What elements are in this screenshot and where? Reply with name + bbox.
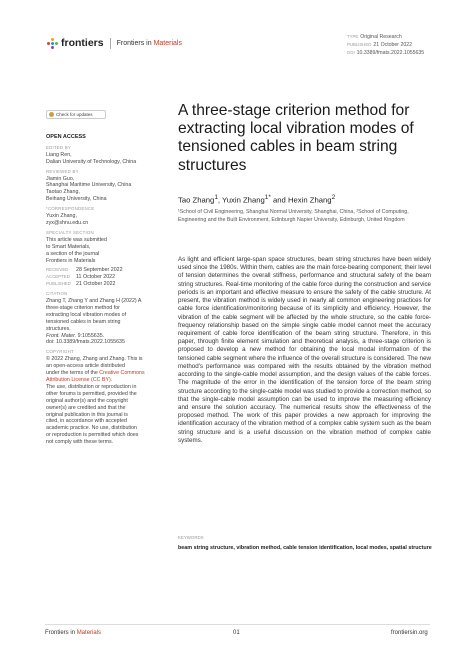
copyright: © 2022 Zhang, Zhang and Zhang. This is an open-access article distributed under the terms of the Creative Commons Attribution License (CC BY). The use, distribution or reproduction in other forums is permitted, provided the original author(s) and the copyright owner(s) are credited and that the original publication in this journal is cited, in accordance with accepted academic practice. No use, distribution or reproduction is permitted which does not comply with these terms. [46,356,145,446]
frontiers-logo[interactable] [47,37,182,49]
editor: Liang Ren, Dalian University of Technology, China [46,151,137,165]
citation-doi-link[interactable]: doi: 10.3389/fmats.2022.1055635 [46,339,125,346]
brand-name: frontiers [61,37,104,49]
license-link[interactable]: Creative Commons Attribution License (CC BY). [46,370,145,383]
open-access-label: OPEN ACCESS [46,134,86,140]
update-badge-icon [49,112,54,117]
header-divider [110,38,111,49]
page-number: 01 [233,630,240,636]
reviewers: Jiamin Guo, Shanghai Maritime University, China Taotao Zhang, Beihang University, China [46,175,132,203]
affiliations: ¹School of Civil Engineering, Shanghai Normal University, Shanghai, China, ²School of Computing, Engineering and the Built Environment, Edinburgh Napier University, Edinburgh, United Kingdom [178,209,409,223]
keywords: beam string structure, vibration method, cable tension identification, local modes, spatial structure [178,545,432,551]
author[interactable]: Yuxin Zhang [222,195,265,205]
keywords-label: KEYWORDS [178,535,204,540]
sidebar-info: OPEN ACCESS EDITED BY Liang Ren, Dalian University of Technology, China REVIEWED BY Jiamin Guo, Shanghai Maritime University, China Taotao Zhang, Beihang University, China *CORRESPONDENCE Yuxin Zhang, zyx@shnu.edu.cn SPECIALTY SECTION This article was submitted to Smart Materials, a section of the journal Frontiers in Materials RECEIVED 28 September 2022 ACCEPTED 11 October 2022 PUBLISHED 21 October 2022 CITATION Zhang T, Zhang Y and Zhang H (2022) A three-stage criterion method for extracting local vibration modes of tensioned cables in beam string structures. Front. Mater. 9:1055635. doi: 10.3389/fmats.2022.1055635 COPYRIGHT © 2022 Zhang, Zhang and Zhang. This is an open-access article distributed under the terms of the Creative Commons Attribution License (CC BY). The use, distribution or reproduction in other forums is permitted, provided the original author(s) and the copyright owner(s) are credited and that the original publication in this journal is cited, in accordance with accepted academic practice. No use, distribution or reproduction is permitted which does not comply with these terms. [46,134,152,446]
check-for-updates-button[interactable]: Check for updates [46,110,106,119]
author[interactable]: Tao Zhang [178,195,215,205]
correspondence: Yuxin Zhang, zyx@shnu.edu.cn [46,213,152,227]
email-link[interactable]: zyx@shnu.edu.cn [46,219,89,226]
abstract: As light and efficient large-span space structures, beam string structures have been widely used since the 1980s. Within them, cables are the main force-bearing component; their level of tension determines the overall stiffness, performance and structural safety of the beam string structures. Real-time monitoring of the cable force during the construction and service periods is an important and effective measure to ensure the safety of the cable structure. At present, the vibration method is widely used in nearly all common engineering practices for cable force identification/monitoring because of its simplicity and efficiency. However, the vibration of the cable segment will be affected by the whole structure, so the cable force-frequency relationship based on the simple single cable model cannot meet the accuracy requirement of cable force identification of the beam string structure. Therefore, in this paper, through finite element simulation and theoretical analysis, a three-stage criterion is proposed to develop a new method for obtaining the local modal information of the tensioned cable segment where the influence of the overall structure is considered. The new method's performance was compared with the results obtained by the vibration method according to the single-cable model assumption, and the design values of the cable forces. The magnitude of the error in the identification of the tension force of the beam string structure according to the single-cable model was studied to provide a correction method, so that the single-cable model assumption can be used to improve the measuring efficiency and ensure the solution accuracy. The numerical results show the effectiveness of the proposed method. The work of this paper provides a new approach for improving the identification accuracy of the vibration method of a complex cable system such as the beam string structure and is a useful discussion on the vibration method of complex cable systems. [178,256,431,444]
citation: Zhang T, Zhang Y and Zhang H (2022) A three-stage criterion method for extracting local vibration modes of tensioned cables in beam string structures. Front. Mater. 9:1055635. doi: 10.3389/fmats.2022.1055635 [46,298,152,346]
dates: RECEIVED 28 September 2022 ACCEPTED 11 October 2022 PUBLISHED 21 October 2022 [46,267,123,288]
author-list: Tao Zhang$^1$, Yuxin Zhang$^{1*}$ and Hexin Zhang$^2$ [178,194,336,205]
journal-link[interactable]: Frontiers in Materials [116,39,182,47]
footer-divider [45,624,430,625]
doi-link[interactable]: 10.3389/fmats.2022.1055635 [356,50,425,56]
footer-journal: Frontiers in Materials [45,630,102,636]
author[interactable]: Hexin Zhang [287,195,332,205]
site-link[interactable]: frontiersin.org [391,630,428,636]
frontiers-logo-icon [47,38,58,49]
article-meta: TYPE Original Research PUBLISHED 21 October 2022 DOI 10.3389/fmats.2022.1055635 [347,34,425,56]
article-title: A three-stage criterion method for extracting local vibration modes of tensioned cables in beam string structures [178,102,414,174]
specialty-section: This article was submitted to Smart Materials, a section of the journal Frontiers in Materials [46,236,107,264]
